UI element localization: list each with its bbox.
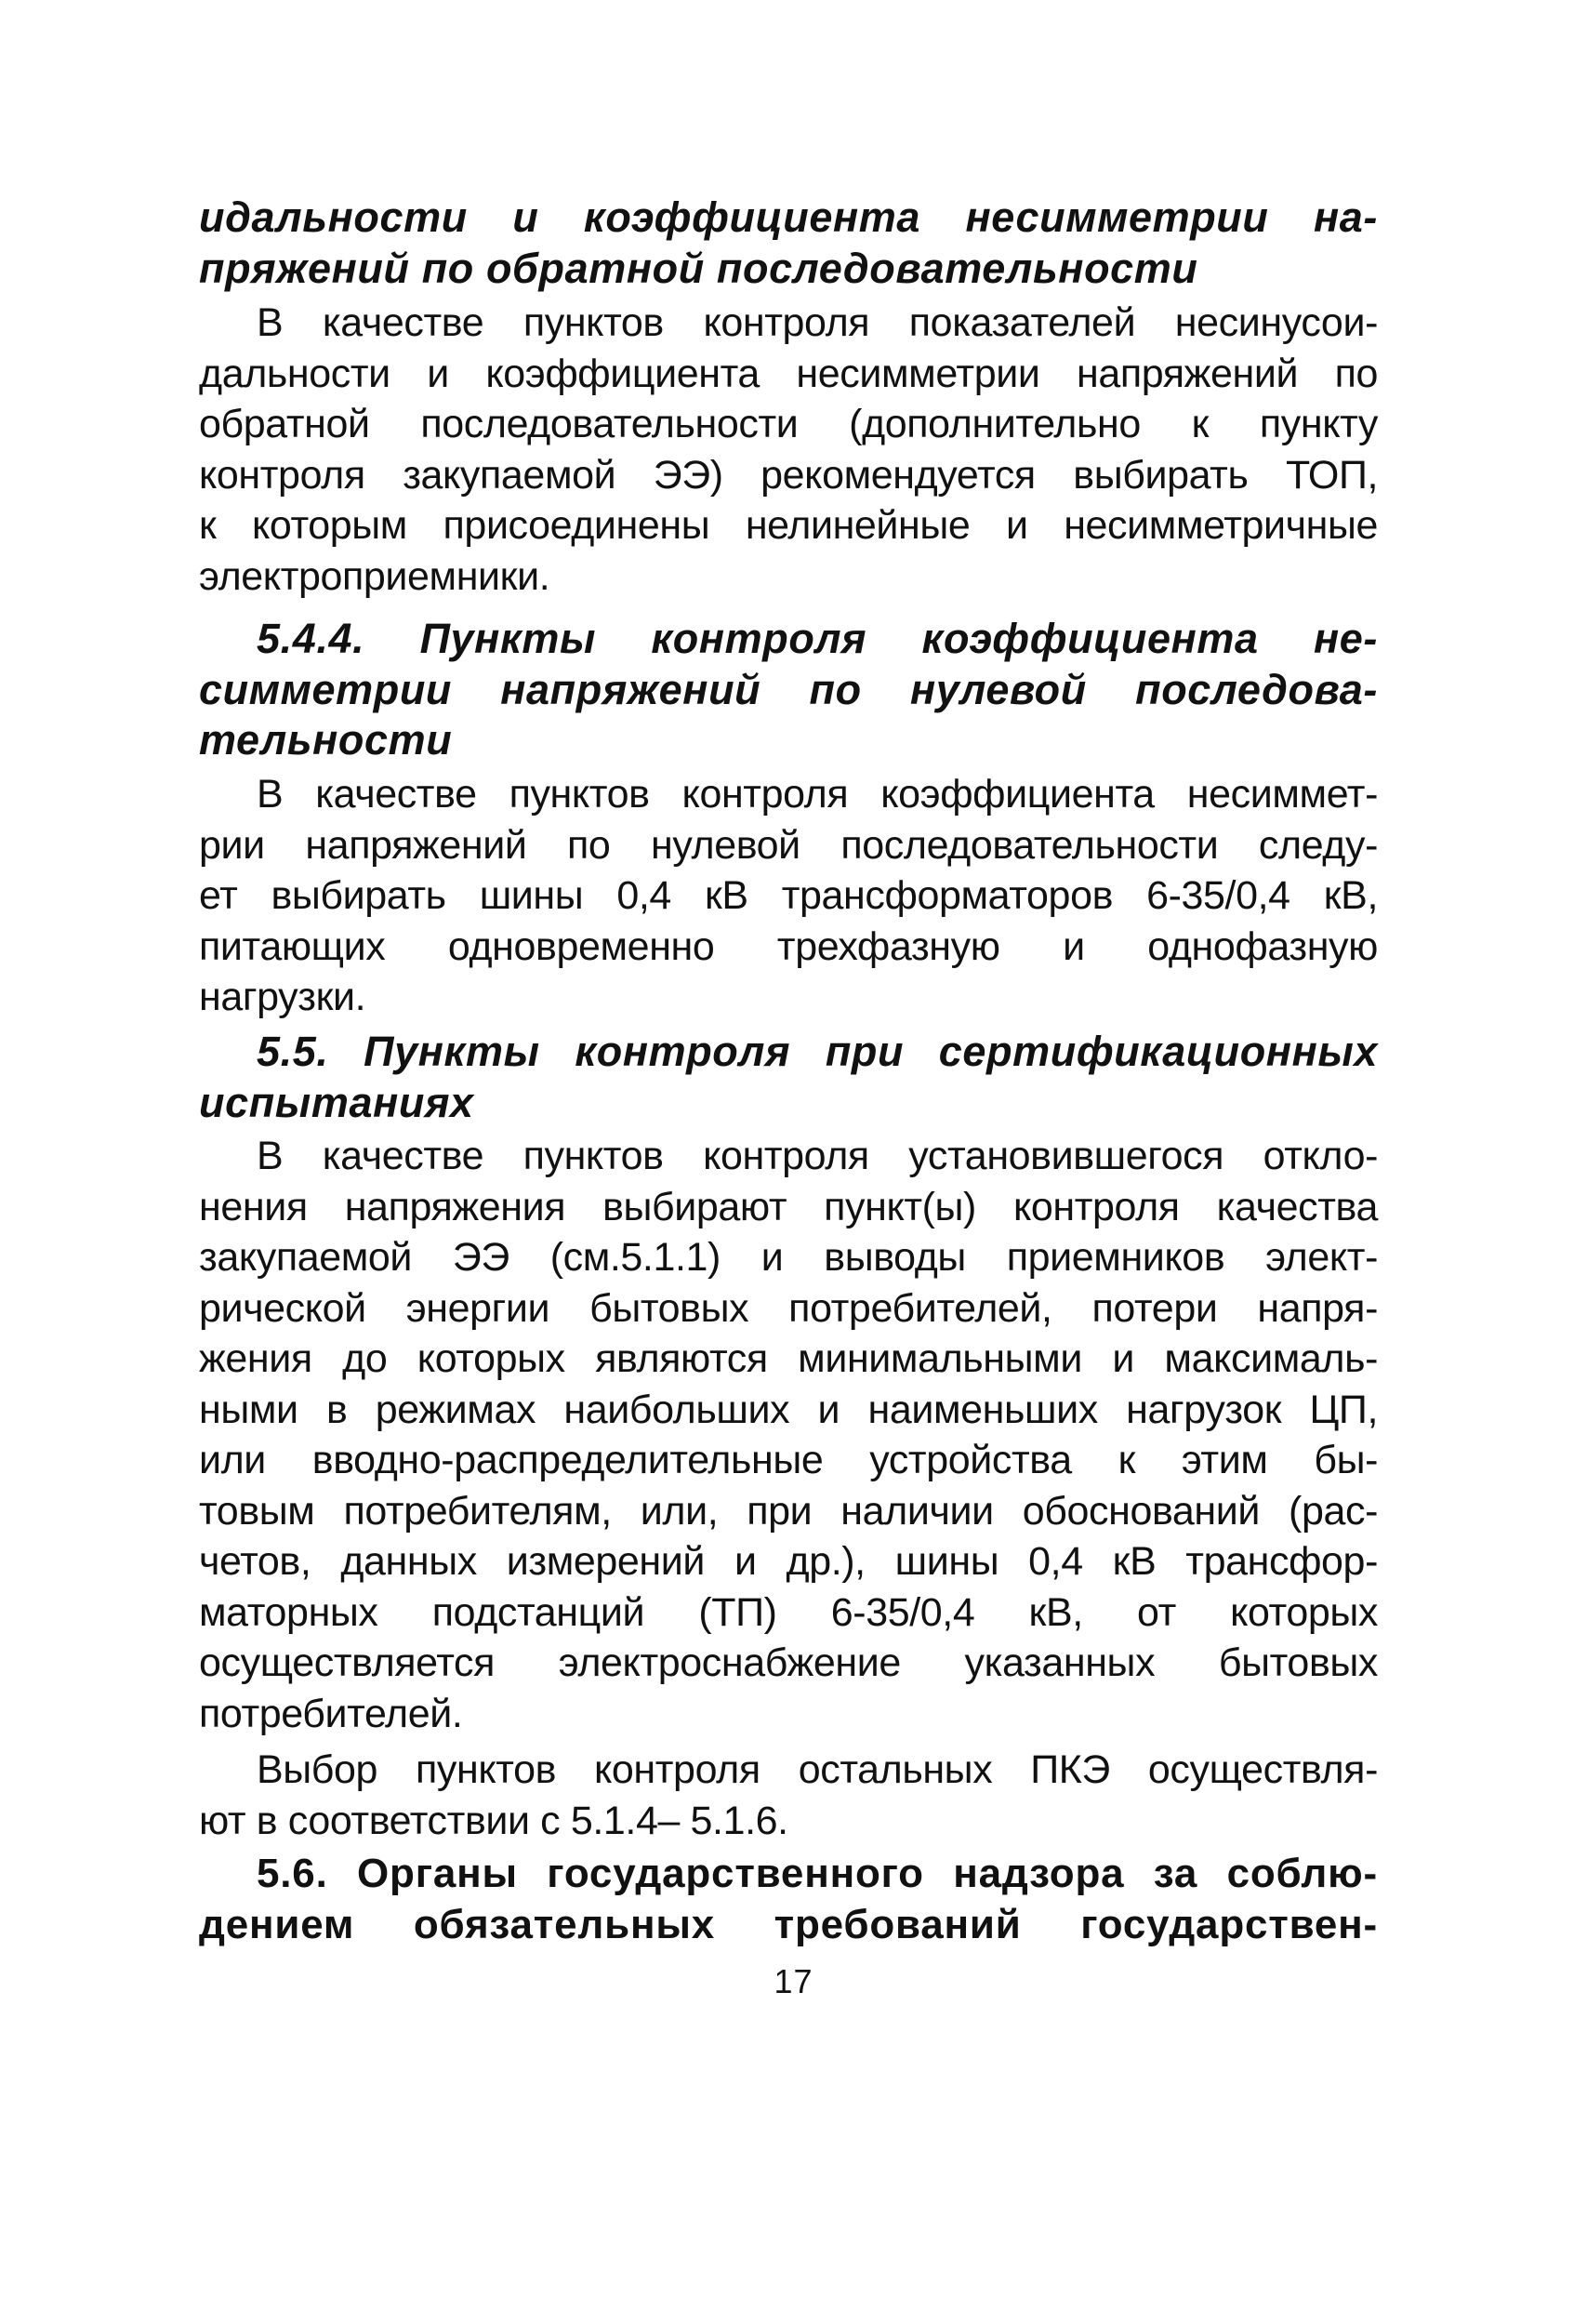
paragraph-line: закупаемой ЭЭ (см.5.1.1) и выводы приемников элект- — [199, 1235, 1378, 1280]
paragraph-line: к которым присоединены нелинейные и несимметричные — [199, 503, 1378, 548]
heading-line: 5.4.4. Пункты контроля коэффициента не- — [257, 615, 1378, 662]
paragraph-line: дальности и коэффициента несимметрии напряжений по — [199, 351, 1378, 396]
section-heading-5-6 — [199, 1849, 1378, 1950]
heading-line: идальности и коэффициента несимметрии на- — [199, 193, 1378, 241]
paragraph-line: жения до которых являются минимальными и максималь- — [199, 1336, 1378, 1381]
heading-line: тельности — [199, 716, 453, 764]
paragraph-line: товым потребителям, или, при наличии обоснований (рас- — [199, 1488, 1378, 1534]
section-heading-continued — [199, 193, 1378, 294]
paragraph-line: обратной последовательности (дополнительно к пункту — [199, 402, 1378, 446]
paragraph-line: нения напряжения выбирают пункт(ы) контроля качества — [199, 1184, 1378, 1229]
paragraph-line: рии напряжений по нулевой последовательности следу- — [199, 822, 1378, 868]
paragraph-1 — [199, 298, 1378, 602]
section-heading-5-5 — [199, 1027, 1378, 1128]
paragraph-line: ют в соответствии с 5.1.4– 5.1.6. — [199, 1798, 788, 1843]
paragraph-3 — [199, 1131, 1378, 1739]
paragraph-line: ет выбирать шины 0,4 кВ трансформаторов 6-35/0,4 кВ, — [199, 873, 1378, 918]
heading-line: пряжений по обратной последовательности — [199, 244, 1198, 292]
paragraph-line: Выбор пунктов контроля остальных ПКЭ осуществля- — [257, 1747, 1378, 1792]
heading-line: 5.6. Органы государственного надзора за соблю- — [257, 1851, 1378, 1896]
heading-line: 5.5. Пункты контроля при сертификационных — [257, 1028, 1378, 1075]
section-heading-5-4-4 — [199, 614, 1378, 766]
paragraph-line: В качестве пунктов контроля показателей несинусои- — [257, 300, 1378, 345]
heading-line: дением обязательных требований государствен- — [199, 1901, 1378, 1947]
paragraph-line: В качестве пунктов контроля установившегося откло- — [257, 1134, 1378, 1178]
paragraph-line: или вводно-распределительные устройства к этим бы- — [199, 1438, 1378, 1482]
paragraph-4 — [199, 1745, 1378, 1846]
paragraph-line: маторных подстанций (ТП) 6-35/0,4 кВ, от которых — [199, 1589, 1378, 1635]
paragraph-2 — [199, 769, 1378, 1023]
paragraph-line: электроприемники. — [199, 553, 550, 599]
paragraph-line: В качестве пунктов контроля коэффициента несиммет- — [257, 772, 1378, 817]
heading-line: симметрии напряжений по нулевой последова- — [199, 665, 1378, 713]
paragraph-line: питающих одновременно трехфазную и однофазную — [199, 923, 1378, 969]
heading-line: испытаниях — [199, 1078, 474, 1126]
paragraph-line: потребителей. — [199, 1691, 463, 1736]
paragraph-line: рической энергии бытовых потребителей, потери напря- — [199, 1285, 1378, 1331]
paragraph-line: четов, данных измерений и др.), шины 0,4 кВ трансфор- — [199, 1539, 1378, 1584]
paragraph-line: нагрузки. — [199, 975, 366, 1019]
paragraph-line: ными в режимах наибольших и наименьших нагрузок ЦП, — [199, 1387, 1378, 1432]
paragraph-line: контроля закупаемой ЭЭ) рекомендуется выбирать ТОП, — [199, 452, 1378, 498]
paragraph-line: осуществляется электроснабжение указанных бытовых — [199, 1640, 1378, 1685]
page-number: 17 — [774, 1962, 813, 2000]
